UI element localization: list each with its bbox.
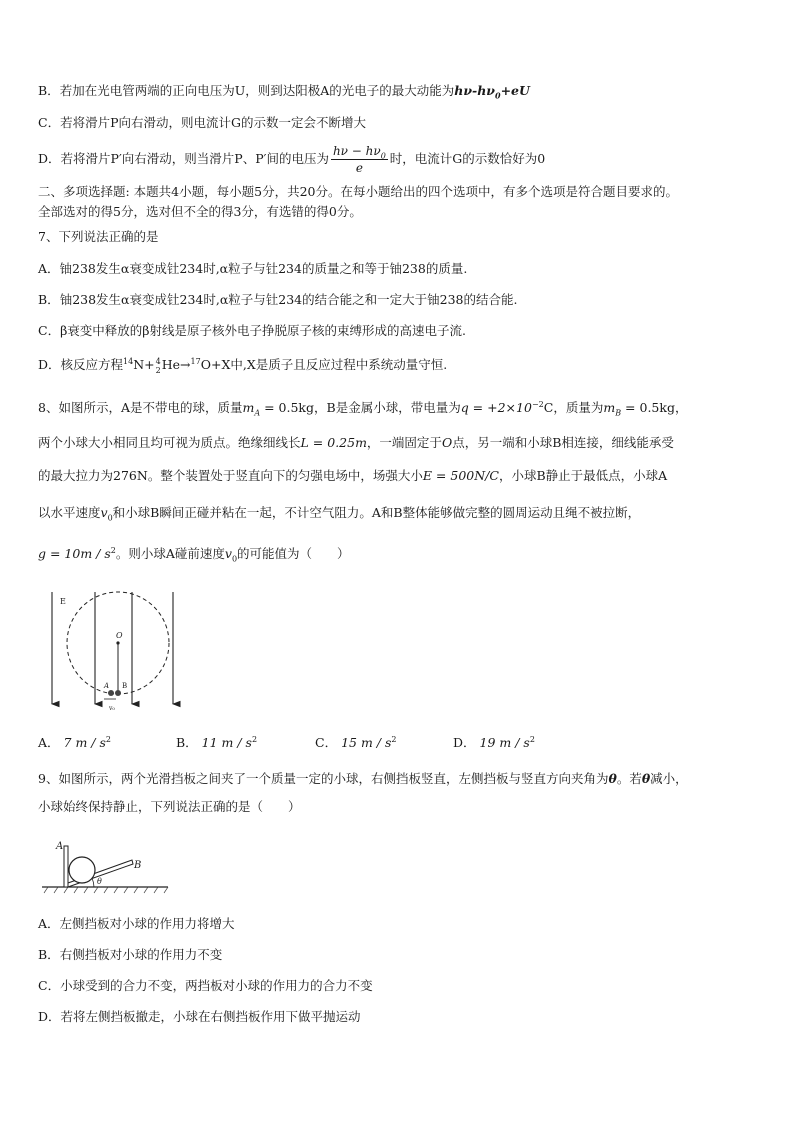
angle-arc [92, 878, 94, 887]
q8-stem-line4: 以水平速度$v_0$和小球B瞬间正碰并粘在一起，不计空气阻力。A和B整体能够做完整的圆周运动且绳不被拉断， [38, 505, 641, 523]
q9-option-b: B．右侧挡板对小球的作用力不变 [38, 947, 223, 962]
ball-b [115, 690, 121, 696]
q9-stem-line2: 小球始终保持静止，下列说法正确的是（ ） [38, 799, 301, 814]
q8-option-a: A． 7 m / $s^2$ [38, 734, 111, 750]
q7-option-d: D．核反应方程$^{14}$N+ 4 2 He→$^{17}$O+X中,X是质子且反应过程中系统动量守恒. [38, 356, 448, 375]
pivot-label: O [116, 631, 123, 640]
ball [69, 857, 95, 883]
section-heading-line1: 二、多项选择题: 本题共4小题，每小题5分，共20分。在每小题给出的四个选项中，有多个选项是符合题目要求的。 [38, 184, 678, 199]
q7-option-a: A．铀238发生α衰变成钍234时,α粒子与钍234的质量之和等于铀238的质量. [38, 261, 468, 276]
q8-field-figure [40, 586, 190, 718]
voltage-fraction: $\frac{h\nu - h\nu_0}{e}$ [332, 144, 386, 175]
field-label: E [60, 597, 66, 606]
q8-stem-line3: 的最大拉力为276N。整个装置处于竖直向下的匀强电场中，场强大小E = 500N/C，小球B静止于最低点，小球A [38, 468, 668, 483]
q9-option-d: D．若将左侧挡板撤走，小球在右侧挡板作用下做平抛运动 [38, 1009, 361, 1024]
q8-stem-line5: $g = 10m / s^2$。则小球A碰前速度$v_0$的可能值为（ ） [38, 545, 350, 564]
q7-option-b: B．铀238发生α衰变成钍234时,α粒子与钍234的结合能之和一定大于铀238的结合能. [38, 292, 518, 307]
q8-stem-line2: 两个小球大小相同且均可视为质点。绝缘细线长L = 0.25m，一端固定于O点，另一端和小球B相连接，细线能承受 [38, 435, 674, 450]
q7-option-c: C．β衰变中释放的β射线是原子核外电子挣脱原子核的束缚形成的高速电子流. [38, 323, 467, 338]
pivot-point [116, 641, 119, 644]
ball-a [108, 690, 114, 696]
q8-option-b: B． 11 m / $s^2$ [176, 734, 258, 750]
q8-option-c: C． 15 m / $s^2$ [315, 734, 397, 750]
angle-label: θ [97, 877, 102, 886]
q9-option-c: C．小球受到的合力不变，两挡板对小球的作用力的合力不变 [38, 978, 373, 993]
ball-b-label: B [122, 682, 128, 690]
nuclide-stack: 4 2 [155, 356, 161, 375]
q8-stem-line1: 8、如图所示，A是不带电的球，质量$m_A = 0.5kg$，B是金属小球，带电量为$q = +2\times 10^{-2}C$，质量为$m_B = 0.5kg$， [38, 399, 688, 418]
velocity-label: v₀ [109, 705, 115, 712]
ball-a-label: A [104, 682, 110, 690]
baffle-b-label: B [134, 860, 142, 871]
q9-option-a: A．左侧挡板对小球的作用力将增大 [38, 916, 235, 931]
q7-stem: 7、下列说法正确的是 [38, 229, 159, 244]
q8-option-d: D． 19 m / $s^2$ [453, 734, 535, 750]
section-heading-line2: 全部选对的得5分，选对但不全的得3分，有选错的得0分。 [38, 204, 362, 219]
baffle-a-label: A [56, 841, 64, 852]
q9-stem-line1: 9、如图所示，两个光滑挡板之间夹了一个质量一定的小球，右侧挡板竖直，左侧挡板与竖直方向夹角为θ。若θ减小， [38, 771, 688, 786]
q9-baffle-figure [40, 838, 170, 896]
q6-option-c: C．若将滑片P向右滑动，则电流计G的示数一定会不断增大 [38, 115, 366, 130]
vertical-baffle [64, 846, 68, 887]
q6-option-d: D．若将滑片P′向右滑动，则当滑片P、P′间的电压为 $\frac{h\nu - h\nu_0}{e}$ 时，电流计G的示数恰好为0 [38, 144, 546, 175]
q6-option-b: B．若加在光电管两端的正向电压为U，则到达阳极A的光电子的最大动能为$h\nu-h\nu_0+eU$ [38, 83, 530, 101]
